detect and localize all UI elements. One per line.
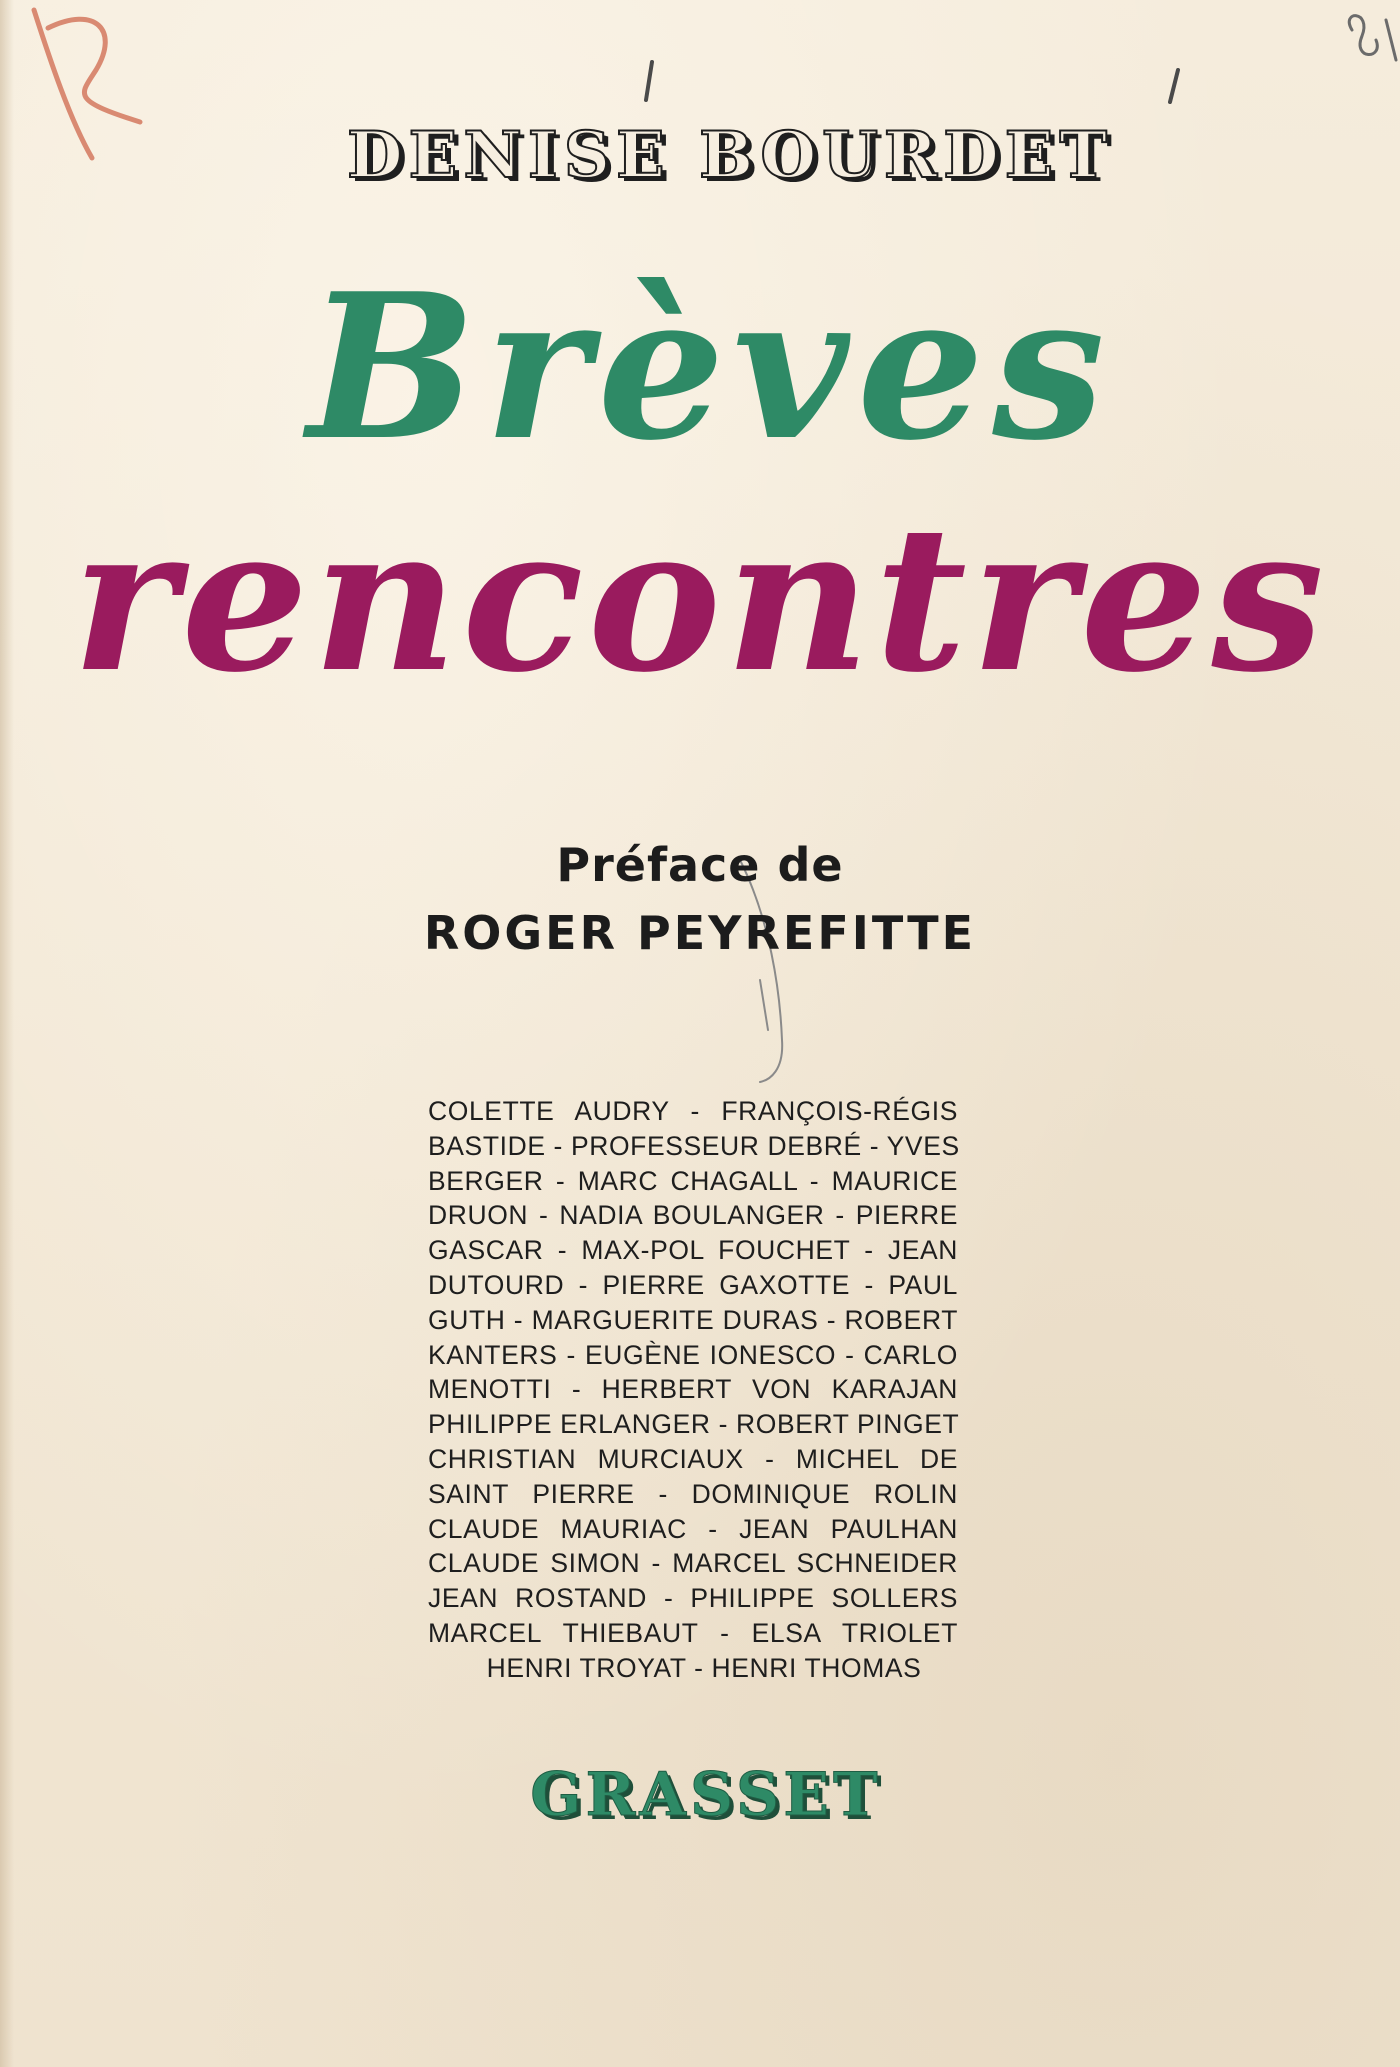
contributor-line: SAINT PIERRE - DOMINIQUE ROLIN	[428, 1478, 958, 1509]
contributor-line: KANTERS - EUGÈNE IONESCO - CARLO	[428, 1339, 958, 1370]
contributor-line: COLETTE AUDRY - FRANÇOIS-RÉGIS	[428, 1096, 958, 1126]
contributor-line: BERGER - MARC CHAGALL - MAURICE	[428, 1165, 958, 1196]
contributor-line: HENRI TROYAT - HENRI THOMAS	[486, 1652, 922, 1683]
pencil-number-mark	[1349, 16, 1396, 60]
contributor-line: DRUON - NADIA BOULANGER - PIERRE	[428, 1200, 958, 1231]
preface-author: ROGER PEYREFITTE	[423, 906, 977, 960]
publisher-logo: GRASSET	[530, 1760, 882, 1830]
pencil-tick-left	[646, 62, 652, 100]
preface-label: Préface de	[556, 838, 844, 892]
contributor-line: GASCAR - MAX-POL FOUCHET - JEAN	[428, 1235, 958, 1266]
contributor-line: MENOTTI - HERBERT VON KARAJAN	[428, 1374, 958, 1405]
contributor-line: GUTH - MARGUERITE DURAS - ROBERT	[428, 1304, 958, 1335]
contributor-line: CLAUDE MAURIAC - JEAN PAULHAN	[428, 1513, 958, 1544]
contributor-line: BASTIDE - PROFESSEUR DEBRÉ - YVES	[428, 1130, 960, 1161]
author-name: DENISE BOURDET	[347, 118, 1113, 193]
contributor-line: JEAN ROSTAND - PHILIPPE SOLLERS	[428, 1583, 958, 1614]
contributor-line: DUTOURD - PIERRE GAXOTTE - PAUL	[428, 1269, 958, 1300]
title-line-1: Brèves	[307, 250, 1113, 485]
contributor-line: CHRISTIAN MURCIAUX - MICHEL DE	[428, 1443, 958, 1474]
pencil-scribble	[740, 860, 782, 1082]
contributor-line: MARCEL THIEBAUT - ELSA TRIOLET	[428, 1617, 958, 1648]
contributor-line: CLAUDE SIMON - MARCEL SCHNEIDER	[428, 1548, 958, 1579]
contributor-list	[428, 1094, 958, 1686]
pencil-tick-right	[1170, 70, 1178, 102]
title-line-2: rencontres	[71, 482, 1329, 717]
contributor-line: PHILIPPE ERLANGER - ROBERT PINGET	[428, 1409, 960, 1440]
